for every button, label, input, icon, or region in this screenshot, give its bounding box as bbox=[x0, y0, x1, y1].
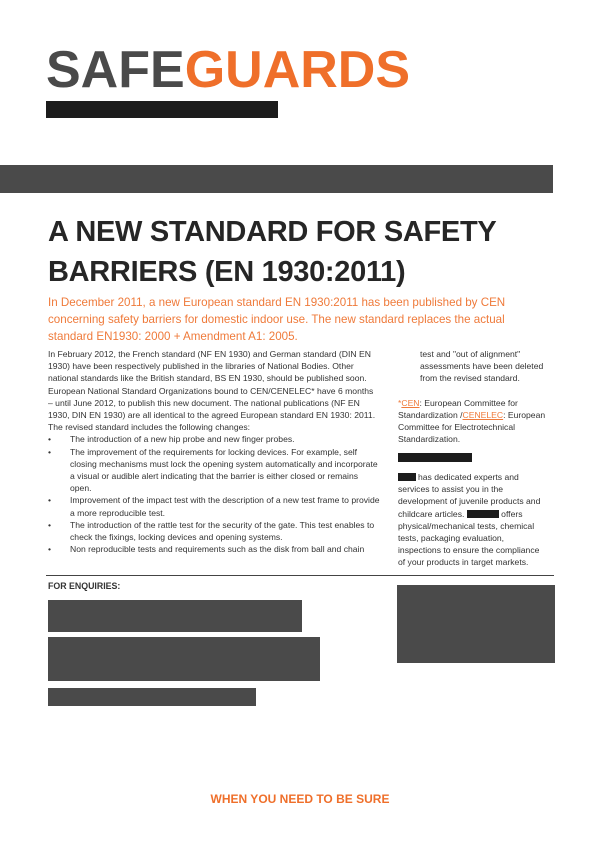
divider bbox=[46, 575, 554, 576]
services-text-b: offers physical/mechanical tests, chemical tests, packaging evaluation, inspections to ensure the compliance of your products in target markets. bbox=[398, 508, 540, 568]
redacted-contact-block bbox=[48, 688, 256, 706]
body-column bbox=[48, 348, 380, 555]
changes-list bbox=[48, 433, 380, 555]
logo-part-safe: SAFE bbox=[46, 41, 185, 99]
logo-part-guards: GUARDS bbox=[184, 41, 411, 99]
redacted-bar bbox=[46, 101, 278, 118]
list-item: • Non reproducible tests and requirements such as the disk from ball and chain bbox=[48, 543, 380, 555]
redacted-contact-block bbox=[48, 600, 302, 632]
services-text-a: has dedicated experts and services to assist you in the development of juvenile products and childcare articles. bbox=[398, 472, 541, 519]
intro-paragraph: In December 2011, a new European standard EN 1930:2011 has been published by CEN concerning safety barriers for domestic indoor use. The new standard replaces the actual standard EN1930: 2000 + Amendment A1: 2005. bbox=[48, 296, 506, 343]
footnote-star: * bbox=[398, 397, 402, 408]
redacted-inline bbox=[467, 510, 499, 518]
services-text bbox=[398, 471, 548, 569]
redacted-contact-block bbox=[48, 637, 320, 681]
list-item: • The introduction of a new hip probe and new finger probes. bbox=[48, 433, 380, 445]
right-column bbox=[398, 348, 548, 445]
redacted-inline-start bbox=[398, 473, 416, 481]
cenelec-link[interactable]: CENELEC bbox=[462, 409, 504, 420]
continuation-text: test and "out of alignment" assessments have been deleted from the revised standard. bbox=[420, 349, 544, 384]
enquiries-heading: FOR ENQUIRIES: bbox=[48, 581, 121, 591]
list-item: • The improvement of the requirements for locking devices. For example, self closing mechanisms must lock the opening system automatically and incorporate a visual or audible alert indicating that the barrier is either closed or remains open. bbox=[48, 446, 380, 495]
header-band bbox=[0, 165, 553, 193]
list-item: • The introduction of the rattle test for the security of the gate. This test enables to check the fixings, locking devices and opening systems. bbox=[48, 519, 380, 543]
list-item: • Improvement of the impact test with the description of a new test frame to provide a more reproducible test. bbox=[48, 494, 380, 518]
cen-link[interactable]: CEN bbox=[401, 397, 420, 408]
footnote bbox=[398, 397, 548, 446]
safeguards-logo bbox=[46, 40, 410, 100]
cen-description: : European Committee for Standardization / bbox=[398, 397, 518, 420]
redacted-image-block bbox=[397, 585, 555, 663]
footer-tagline: WHEN YOU NEED TO BE SURE bbox=[210, 792, 390, 806]
redacted-bar bbox=[398, 453, 472, 462]
cenelec-description: : European Committee for Electrotechnical Standardization. bbox=[398, 409, 546, 445]
document-title: A NEW STANDARD FOR SAFETY BARRIERS (EN 1930:2011) bbox=[48, 216, 496, 288]
body-paragraph: In February 2012, the French standard (NF EN 1930) and German standard (DIN EN 1930) have been respectively published in the libraries of National Bodies. Other national standards like the British standard, BS EN 1930, should be published soon. European National Standard Organizations bound to CEN/CENELEC* have 6 months – until June 2012, to publish this new document. The national publications (NF EN 1930, DIN EN 1930) are all identical to the agreed European standard EN 1930: 2011. The revised standard includes the following changes: bbox=[48, 349, 376, 433]
